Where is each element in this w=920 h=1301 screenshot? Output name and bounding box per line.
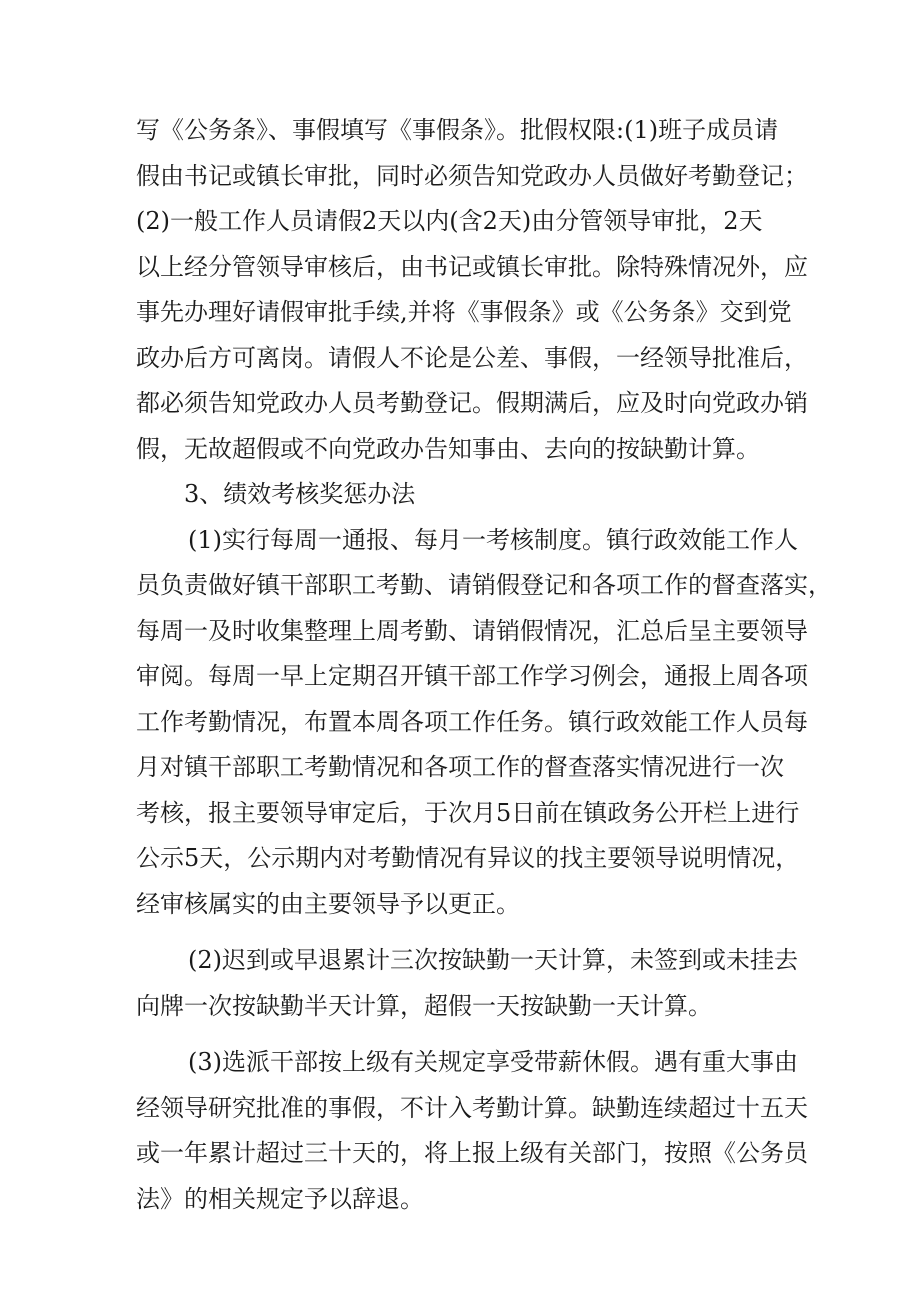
text-line: 写《公务条》、事假填写《事假条》。批假权限:(1)班子成员请 [136,116,779,144]
text-line: 月对镇干部职工考勤情况和各项工作的督查落实情况进行一次 [136,753,784,781]
text-line: (2)迟到或早退累计三次按缺勤一天计算，未签到或未挂去 [188,946,798,974]
text-line: 工作考勤情况，布置本周各项工作任务。镇行政效能工作人员每 [136,707,808,736]
text-line: 员负责做好镇干部职工考勤、请销假登记和各项工作的督查落实， [136,571,832,599]
text-line: 经审核属实的由主要领导予以更正。 [136,889,520,918]
text-line: 政办后方可离岗。请假人不论是公差、事假，一经领导批准后， [136,343,808,372]
text-line: 事先办理好请假审批手续,并将《事假条》或《公务条》交到党 [136,298,792,326]
text-line: 法》的相关规定予以辞退。 [136,1184,424,1213]
paragraph-lateness [136,938,798,1029]
text-line: 假由书记或镇长审批，同时必须告知党政办人员做好考勤登记； [136,161,808,190]
text-line: 都必须告知党政办人员考勤登记。假期满后，应及时向党政办销 [136,389,808,417]
text-line: 审阅。每周一早上定期召开镇干部工作学习例会，通报上周各项 [136,662,808,690]
paragraph-paid-leave [136,1040,808,1222]
paragraph-leave-approval [136,108,808,472]
document-body [136,108,832,1222]
paragraph-weekly-report [136,518,832,928]
text-line: 以上经分管领导审核后，由书记或镇长审批。除特殊情况外，应 [136,252,808,281]
text-line: 或一年累计超过三十天的，将上报上级有关部门，按照《公务员 [136,1139,808,1167]
text-line: (1)实行每周一通报、每月一考核制度。镇行政效能工作人 [188,525,798,554]
text-line: 每周一及时收集整理上周考勤、请销假情况，汇总后呈主要领导 [136,616,808,645]
text-line: 公示5天，公示期内对考勤情况有异议的找主要领导说明情况， [136,844,800,872]
text-line: 假，无故超假或不向党政办告知事由、去向的按缺勤计算。 [136,434,760,463]
text-line: (3)选派干部按上级有关规定享受带薪休假。遇有重大事由 [188,1048,798,1076]
text-line: 向牌一次按缺勤半天计算，超假一天按缺勤一天计算。 [136,991,712,1020]
text-line: 经领导研究批准的事假，不计入考勤计算。缺勤连续超过十五天 [136,1093,808,1122]
text-line: (2)一般工作人员请假2天以内(含2天)由分管领导审批，2天 [136,207,763,235]
section-heading: 3、绩效考核奖惩办法 [184,480,416,508]
text-line: 考核，报主要领导审定后，于次月5日前在镇政务公开栏上进行 [136,798,800,827]
